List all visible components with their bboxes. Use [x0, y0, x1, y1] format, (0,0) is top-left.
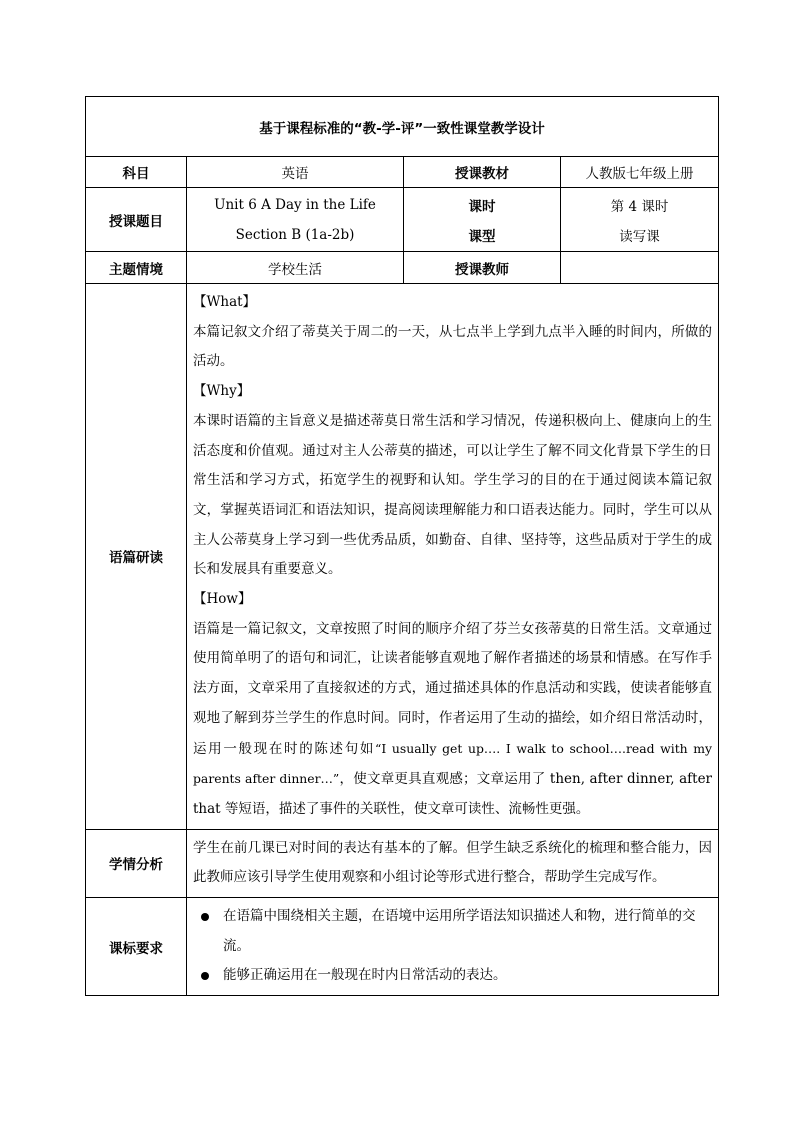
period-type-label-cell [404, 188, 561, 252]
topic-line-1: Unit 6 A Day in the Life [214, 196, 376, 213]
type-label: 课型 [468, 228, 496, 245]
period-label: 课时 [468, 198, 496, 215]
how-text-part-3: ，使文章更具直观感；文章运用了 then, after dinner, after that 等短语，描述了事件的关联性，使文章可读性、流畅性更强。 [193, 771, 713, 817]
theme-label: 主题情境 [86, 252, 187, 284]
topic-label: 授课题目 [86, 188, 187, 252]
how-heading: 【How】 [193, 591, 252, 608]
period-type-value-cell [561, 188, 719, 252]
teacher-label: 授课教师 [404, 252, 561, 284]
text-analysis-label: 语篇研读 [86, 284, 187, 830]
subject-value: 英语 [187, 157, 404, 188]
learner-analysis-label: 学情分析 [86, 829, 187, 897]
standard-label: 课标要求 [86, 898, 187, 996]
learner-paragraph: 学生在前几课已对时间的表达有基本的了解。但学生缺乏系统化的梳理和整合能力，因此教师应该引导学生使用观察和小组讨论等形式进行整合，帮助学生完成写作。 [193, 839, 713, 886]
topic-cell [187, 188, 404, 252]
theme-value: 学校生活 [187, 252, 404, 284]
teacher-value [561, 252, 719, 284]
what-heading: 【What】 [193, 294, 257, 310]
type-value: 读写课 [619, 228, 660, 245]
how-quote: “I usually get up…. I walk to school….read with my parents after dinner…” [193, 740, 713, 787]
how-text-part-1: 语篇是一篇记叙文，文章按照了时间的顺序介绍了芬兰女孩蒂莫的日常生活。文章通过使用简单明了的语句和词汇，让读者能够直观地了解作者描述的场景和情感。在写作手法方面，文章采用了直接叙述的方式，通过描述具体的作息活动和实践，使读者能够直观地了解到芬兰学生的作息时间。同时，作者运用了生动的描绘，如介绍日常活动时，运用一般现在时的陈述句如 [193, 620, 713, 757]
what-paragraph: 本篇记叙文介绍了蒂莫关于周二的一天，从七点半上学到九点半入睡的时间内，所做的活动。 [193, 323, 713, 370]
bullet-icon [201, 913, 209, 921]
lesson-design-table [85, 96, 719, 996]
subject-label: 科目 [86, 157, 187, 188]
why-paragraph: 本课时语篇的主旨意义是描述蒂莫日常生活和学习情况，传递积极向上、健康向上的生活态度和价值观。通过对主人公蒂莫的描述，可以让学生了解不同文化背景下学生的日常生活和学习方式，拓宽学生的视野和认知。学生学习的目的在于通过阅读本篇记叙文，掌握英语词汇和语法知识，提高阅读理解能力和口语表达能力。同时，学生可以从主人公蒂莫身上学习到一些优秀品质，如勤奋、自律、坚持等，这些品质对于学生的成长和发展具有重要意义。 [193, 412, 713, 578]
how-paragraph [193, 615, 712, 825]
why-heading: 【Why】 [193, 383, 251, 400]
standard-item: 能够正确运用在一般现在时内日常活动的表达。 [193, 961, 712, 991]
standard-list [193, 902, 712, 991]
standard-content [187, 898, 719, 996]
learner-analysis-content [187, 829, 719, 897]
document-title: 基于课程标准的“教-学-评”一致性课堂教学设计 [86, 97, 719, 157]
material-label: 授课教材 [404, 157, 561, 188]
period-value: 第 4 课时 [610, 198, 669, 215]
material-value: 人教版七年级上册 [561, 157, 719, 188]
topic-line-2: Section B (1a-2b) [235, 226, 355, 243]
text-analysis-content [187, 284, 719, 830]
standard-item: 在语篇中围绕相关主题，在语境中运用所学语法知识描述人和物，进行简单的交流。 [193, 902, 712, 961]
bullet-icon [201, 972, 209, 980]
